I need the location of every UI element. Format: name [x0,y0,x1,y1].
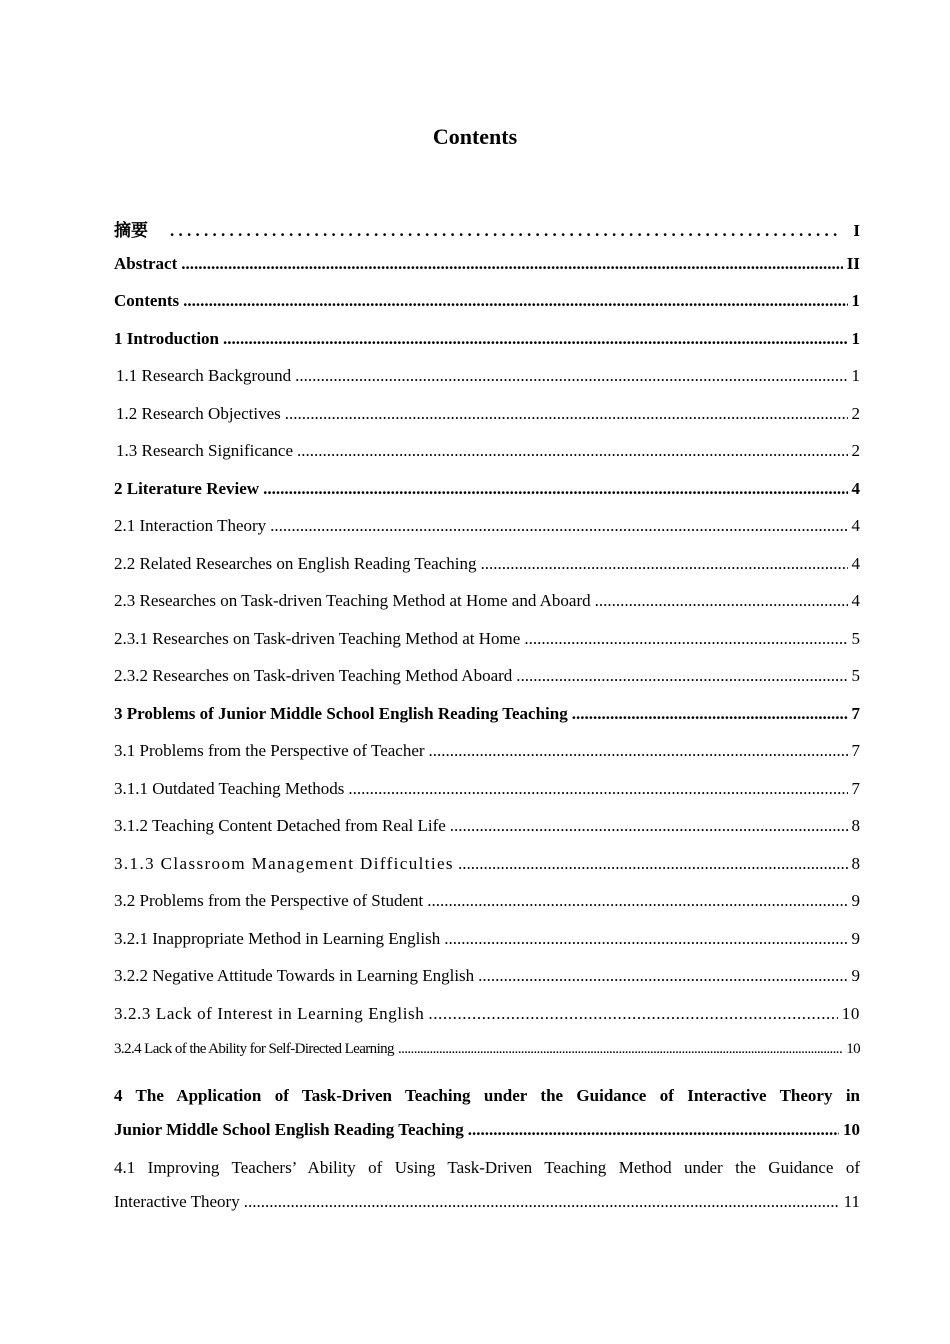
dot-leader [398,1041,842,1058]
toc-entry-label: 2 Literature Review [114,478,260,498]
dot-leader [595,591,848,611]
toc-entry-label: Abstract [114,253,178,273]
toc-entry-3-1[interactable] [114,741,860,779]
toc-entry-page: II [846,253,860,273]
toc-entry-page: 9 [851,891,860,910]
dot-leader [297,441,847,461]
dot-leader [516,666,847,686]
toc-entry-label-line-2: Junior Middle School English Reading Teaching [114,1119,464,1139]
dot-leader [450,816,848,836]
toc-entry-page: 4 [851,516,860,535]
toc-entry-page: 8 [851,853,860,873]
dot-leader [223,329,847,349]
toc-entry-1-1[interactable] [114,366,860,404]
toc-entry-label: 2.2 Related Researches on English Reading Teaching [114,553,477,573]
dot-leader [183,291,847,311]
toc-entry-label: 3.1.2 Teaching Content Detached from Real Life [114,816,446,835]
dot-leader [181,254,843,274]
toc-entry-page: 5 [851,666,860,685]
toc-entry-1-2[interactable] [114,404,860,442]
dot-leader [170,221,839,241]
toc-entry-abstract-cn[interactable] [114,216,860,254]
toc-entry-abstract[interactable] [114,254,860,292]
toc-entry-label: 3 Problems of Junior Middle School English Reading Teaching [114,703,568,723]
toc-entry-label: 2.3 Researches on Task-driven Teaching Method at Home and Aboard [114,591,591,610]
toc-entry-page: 1 [851,366,860,385]
dot-leader [263,479,847,499]
toc-entry-2-2[interactable] [114,554,860,592]
toc-entry-page: 1 [851,291,860,310]
dot-leader [427,891,847,911]
toc-entry-label: 3.1.3 Classroom Management Difficulties [114,853,454,873]
toc-entry-label: 3.2.2 Negative Attitude Towards in Learning English [114,966,475,985]
toc-entry-page: 10 [841,1003,860,1023]
toc-entry-label-line-1: 4.1 Improving Teachers’ Ability of Using Task-Driven Teaching Method under the Guidance of [114,1157,860,1177]
dot-leader [295,366,847,386]
dot-leader [244,1185,840,1219]
toc-entry-chapter-2[interactable] [114,479,860,517]
toc-entry-label: 1.2 Research Objectives [116,403,281,423]
toc-entry-label: 1.1 Research Background [116,366,292,385]
dot-leader [480,554,847,574]
toc-entry-page: 2 [851,441,860,460]
toc-entry-3-1-3[interactable] [114,854,860,892]
toc-entry-page: 7 [851,778,860,798]
toc-entry-chapter-1[interactable] [114,329,860,367]
toc-entry-3-2-3[interactable] [114,1004,860,1042]
dot-leader [270,516,847,536]
toc-entry-chapter-4[interactable] [114,1079,860,1147]
dot-leader [572,704,848,724]
toc-entry-page: 4 [851,591,860,610]
toc-entry-3-2-2[interactable] [114,966,860,1004]
toc-entry-label: 3.1 Problems from the Perspective of Teacher [114,741,425,760]
toc-entry-page: 4 [851,478,860,498]
toc-entry-label: 3.2 Problems from the Perspective of Student [114,891,424,910]
toc-entry-3-2[interactable] [114,891,860,929]
toc-entry-label: 3.1.1 Outdated Teaching Methods [114,778,345,798]
toc-entry-label: 1.3 Research Significance [116,441,294,460]
toc-entry-4-1[interactable] [114,1151,860,1219]
toc-entry-page: I [853,221,860,240]
toc-entry-page: 9 [851,966,860,985]
toc-entry-3-2-4[interactable] [114,1041,860,1079]
toc-entry-page: 10 [843,1119,860,1139]
toc-entry-label: Contents [114,291,180,310]
toc-entry-label: 2.3.1 Researches on Task-driven Teaching Method at Home [114,628,521,648]
toc-entry-label: 1 Introduction [114,328,220,348]
page-title: Contents [432,124,518,149]
toc-entry-line-2 [114,1185,860,1219]
dot-leader [524,629,847,649]
dot-leader [444,929,847,949]
table-of-contents [114,216,860,1219]
dot-leader [429,741,848,761]
dot-leader [458,854,848,874]
dot-leader [478,966,847,986]
toc-entry-2-1[interactable] [114,516,860,554]
toc-entry-page: 1 [851,328,860,348]
toc-entry-page: 9 [851,928,860,948]
toc-entry-2-3-1[interactable] [114,629,860,667]
toc-entry-label-line-1: 4 The Application of Task-Driven Teaching under the Guidance of Interactive Theory in [114,1085,860,1105]
toc-entry-page: 2 [851,403,860,423]
toc-entry-page: 4 [851,553,860,573]
toc-entry-label: 摘要 [114,221,148,240]
toc-entry-2-3[interactable] [114,591,860,629]
toc-entry-3-1-1[interactable] [114,779,860,817]
toc-entry-page: 11 [843,1191,860,1211]
toc-entry-2-3-2[interactable] [114,666,860,704]
toc-entry-label: 3.2.4 Lack of the Ability for Self-Directed Learning [114,1041,394,1057]
toc-entry-chapter-3[interactable] [114,704,860,742]
toc-entry-page: 5 [851,628,860,648]
toc-entry-line-2 [114,1113,860,1147]
toc-entry-page: 10 [846,1041,860,1057]
dot-leader [468,1113,839,1147]
toc-entry-page: 7 [851,703,860,723]
toc-entry-label: 3.2.1 Inappropriate Method in Learning English [114,928,441,948]
toc-entry-3-2-1[interactable] [114,929,860,967]
toc-entry-page: 8 [851,816,860,835]
toc-entry-label: 3.2.3 Lack of Interest in Learning English [114,1003,425,1023]
toc-entry-label: 2.1 Interaction Theory [114,516,267,535]
toc-entry-3-1-2[interactable] [114,816,860,854]
toc-entry-label-line-2: Interactive Theory [114,1191,240,1211]
toc-entry-contents[interactable] [114,291,860,329]
toc-entry-label: 2.3.2 Researches on Task-driven Teaching Method Aboard [114,666,513,685]
dot-leader [348,779,847,799]
toc-entry-page: 7 [851,741,860,760]
dot-leader [428,1004,837,1024]
toc-entry-1-3[interactable] [114,441,860,479]
dot-leader [285,404,848,424]
